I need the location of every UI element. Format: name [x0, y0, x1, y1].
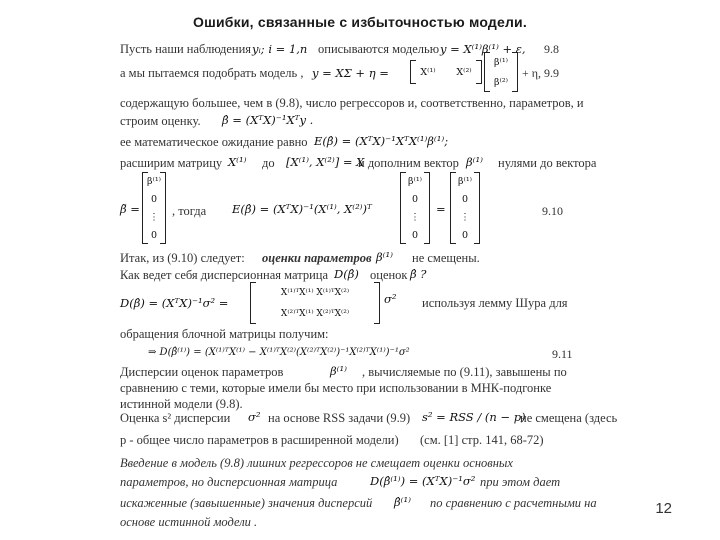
matrix-cell: 0 — [411, 229, 419, 241]
text-line: и дополним вектор — [358, 156, 459, 170]
matrix-cell: X⁽¹⁾ — [420, 66, 436, 78]
text-line: сравнению с теми, которые имели бы место при использовании в МНК-подгонке — [120, 381, 552, 395]
matrix — [400, 172, 430, 244]
text-line: истинной модели (9.8). — [120, 397, 243, 411]
symbol: X⁽¹⁾ — [228, 155, 247, 169]
equation-number: 9.8 — [544, 42, 559, 56]
text-line: Итак, из (9.10) следует: — [120, 251, 245, 265]
equals-sign: = — [436, 202, 446, 216]
text-line: параметров, но дисперсионная матрица — [120, 475, 338, 489]
text-line: а мы пытаемся подобрать модель , — [120, 66, 304, 80]
text-line: по сравнению с расчетными на — [430, 496, 597, 510]
text-line: Оценка s² дисперсии — [120, 411, 231, 425]
matrix-cell: X⁽²⁾ᵀX⁽¹⁾ X⁽²⁾ᵀX⁽²⁾ — [280, 308, 350, 319]
equation: yᵢ; i = 1,n — [252, 42, 308, 56]
text-line: используя лемму Шура для — [422, 296, 568, 310]
text-line: не смещены. — [412, 251, 480, 265]
text-line: искаженные (завышенные) значения дисперсий — [120, 496, 373, 510]
equation: y = X⁽¹⁾β⁽¹⁾ + ε, — [440, 42, 526, 56]
equation: β̂ = (XᵀX)⁻¹Xᵀy . — [222, 113, 314, 127]
text-line: расширим матрицу — [120, 156, 223, 170]
matrix-cell: X⁽¹⁾ᵀX⁽¹⁾ X⁽¹⁾ᵀX⁽²⁾ — [280, 287, 350, 298]
equation: E(β̂) = (XᵀX)⁻¹XᵀX⁽¹⁾β⁽¹⁾; — [314, 134, 449, 148]
matrix-cell: β⁽¹⁾ — [494, 56, 508, 68]
symbol: β⁽¹⁾ — [376, 250, 393, 264]
text-line: оценок — [370, 268, 408, 282]
matrix — [250, 282, 380, 324]
text-line: ее математическое ожидание равно — [120, 135, 308, 149]
text-line: Как ведет себя дисперсионная матрица — [120, 268, 329, 282]
equation-number: 9.11 — [552, 347, 573, 361]
symbol: σ² — [248, 410, 261, 424]
equation: β̃ = — [120, 202, 140, 216]
matrix-cell: ⋮ — [410, 211, 420, 223]
matrix-cell: X⁽²⁾ — [456, 66, 472, 78]
equation: E(β̂) = (XᵀX)⁻¹(X⁽¹⁾, X⁽²⁾)ᵀ — [232, 202, 372, 216]
equation: D(β̂) — [334, 267, 359, 281]
matrix-cell: 0 — [461, 229, 469, 241]
text-line: описываются моделью — [318, 42, 440, 56]
slide-title: Ошибки, связанные с избыточностью модели. — [193, 14, 527, 30]
matrix-cell: β⁽²⁾ — [494, 76, 508, 88]
text-line: не смещена (здесь — [520, 411, 618, 425]
text-line: нулями до вектора — [498, 156, 597, 170]
emphasis: оценки параметров — [262, 251, 372, 265]
equation: s² = RSS / (n − p) — [422, 410, 526, 424]
reference: (см. [1] стр. 141, 68-72) — [420, 433, 544, 447]
symbol: β⁽¹⁾ — [466, 155, 483, 169]
equation: D(β̂) = (XᵀX)⁻¹σ² = — [120, 296, 229, 310]
symbol: β⁽¹⁾ — [330, 364, 347, 378]
matrix — [484, 52, 518, 92]
symbol: σ² — [384, 292, 397, 306]
matrix-cell: 0 — [150, 229, 158, 241]
equation-number: + η, 9.9 — [522, 66, 560, 80]
matrix — [410, 60, 482, 84]
symbol: β̂⁽¹⁾ — [394, 495, 411, 509]
text-line: , тогда — [172, 204, 207, 218]
equation: [X⁽¹⁾, X⁽²⁾] = X — [286, 155, 365, 169]
matrix — [142, 172, 166, 244]
symbol: β̂ ? — [410, 267, 427, 281]
text-line: Пусть наши наблюдения — [120, 42, 252, 56]
text-line: до — [262, 156, 275, 170]
text-line: на основе RSS задачи (9.9) — [268, 411, 411, 425]
text-line: при этом дает — [480, 475, 561, 489]
equation: ⇒ D(β̂⁽¹⁾) = (X⁽¹⁾ᵀX⁽¹⁾ − X⁽¹⁾ᵀX⁽²⁾(X⁽²⁾ᵀX⁽²⁾)⁻¹X⁽²⁾ᵀX⁽¹⁾)⁻¹σ² — [148, 347, 410, 358]
matrix-cell: ⋮ — [149, 211, 159, 223]
text-line: содержащую большее, чем в (9.8), число регрессоров и, соответственно, параметров, и — [120, 96, 584, 110]
matrix-cell: β⁽¹⁾ — [147, 175, 161, 187]
matrix-cell: ⋮ — [460, 211, 470, 223]
matrix — [450, 172, 480, 244]
matrix-cell: 0 — [461, 193, 469, 205]
text-line: p - общее число параметров в расширенной модели) — [120, 433, 399, 447]
text-line: основе истинной модели . — [120, 515, 258, 529]
text-line: строим оценку. — [120, 114, 201, 128]
equation: D(β̂⁽¹⁾) = (XᵀX)⁻¹σ² — [370, 474, 476, 488]
matrix-cell: β⁽¹⁾ — [408, 175, 422, 187]
equation-number: 9.10 — [542, 204, 563, 218]
text-line: Введение в модель (9.8) лишних регрессоров не смещает оценки основных — [120, 456, 513, 470]
matrix-cell: 0 — [150, 193, 158, 205]
matrix-cell: 0 — [411, 193, 419, 205]
matrix-cell: β⁽¹⁾ — [458, 175, 472, 187]
text-line: Дисперсии оценок параметров — [120, 365, 284, 379]
page-number: 12 — [655, 500, 672, 517]
text-line: обращения блочной матрицы получим: — [120, 327, 329, 341]
equation: y = XΣ + η = — [312, 66, 389, 80]
text-line: , вычисляемые по (9.11), завышены по — [362, 365, 567, 379]
